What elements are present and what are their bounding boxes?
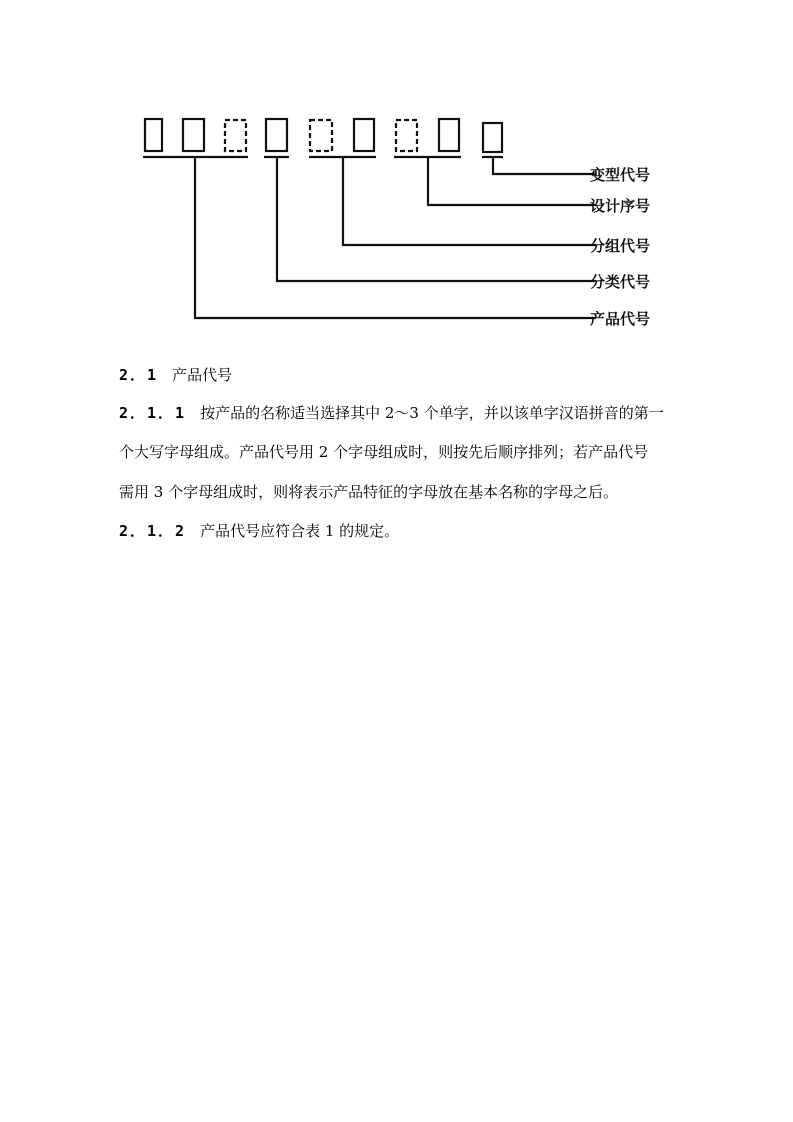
section-title: 产品代号	[172, 366, 233, 384]
box-4	[266, 119, 287, 151]
section-heading	[119, 368, 679, 383]
connector-product	[195, 157, 596, 318]
label-category-code: 分类代号	[590, 273, 651, 291]
label-product-code: 产品代号	[590, 310, 651, 328]
section-number: 2．1	[119, 366, 159, 384]
box-8	[439, 119, 459, 151]
paragraph-2-1-1-line-3: 需用 3 个字母组成时，则将表示产品特征的字母放在基本名称的字母之后。	[119, 483, 619, 501]
connector-category	[277, 157, 596, 281]
paragraph-2-1-1-line-1	[119, 406, 679, 421]
connector-group	[343, 157, 596, 245]
paragraph-2-1-1-line-2: 个大写字母组成。产品代号用 2 个字母组成时，则按先后顺序排列；若产品代号	[119, 443, 649, 461]
label-variant-code: 变型代号	[590, 166, 651, 184]
product-code-diagram	[0, 0, 793, 345]
box-7-optional	[396, 120, 417, 151]
connector-design-seq	[428, 157, 596, 205]
paragraph-text: 按产品的名称适当选择其中 2～3 个单字，并以该单字汉语拼音的第一	[200, 404, 664, 422]
paragraph-2-1-2	[119, 524, 679, 539]
paragraph-number: 2．1．2	[119, 522, 187, 540]
box-6	[354, 119, 374, 151]
box-9	[483, 123, 502, 152]
paragraph-text: 产品代号应符合表 1 的规定。	[200, 522, 400, 540]
box-5-optional	[310, 120, 332, 151]
paragraph-number: 2．1．1	[119, 404, 187, 422]
box-2	[183, 119, 204, 151]
box-1	[145, 119, 162, 151]
label-design-sequence: 设计序号	[590, 197, 651, 215]
box-3-optional	[225, 120, 246, 151]
connector-variant	[493, 157, 596, 174]
label-group-code: 分组代号	[590, 237, 651, 255]
